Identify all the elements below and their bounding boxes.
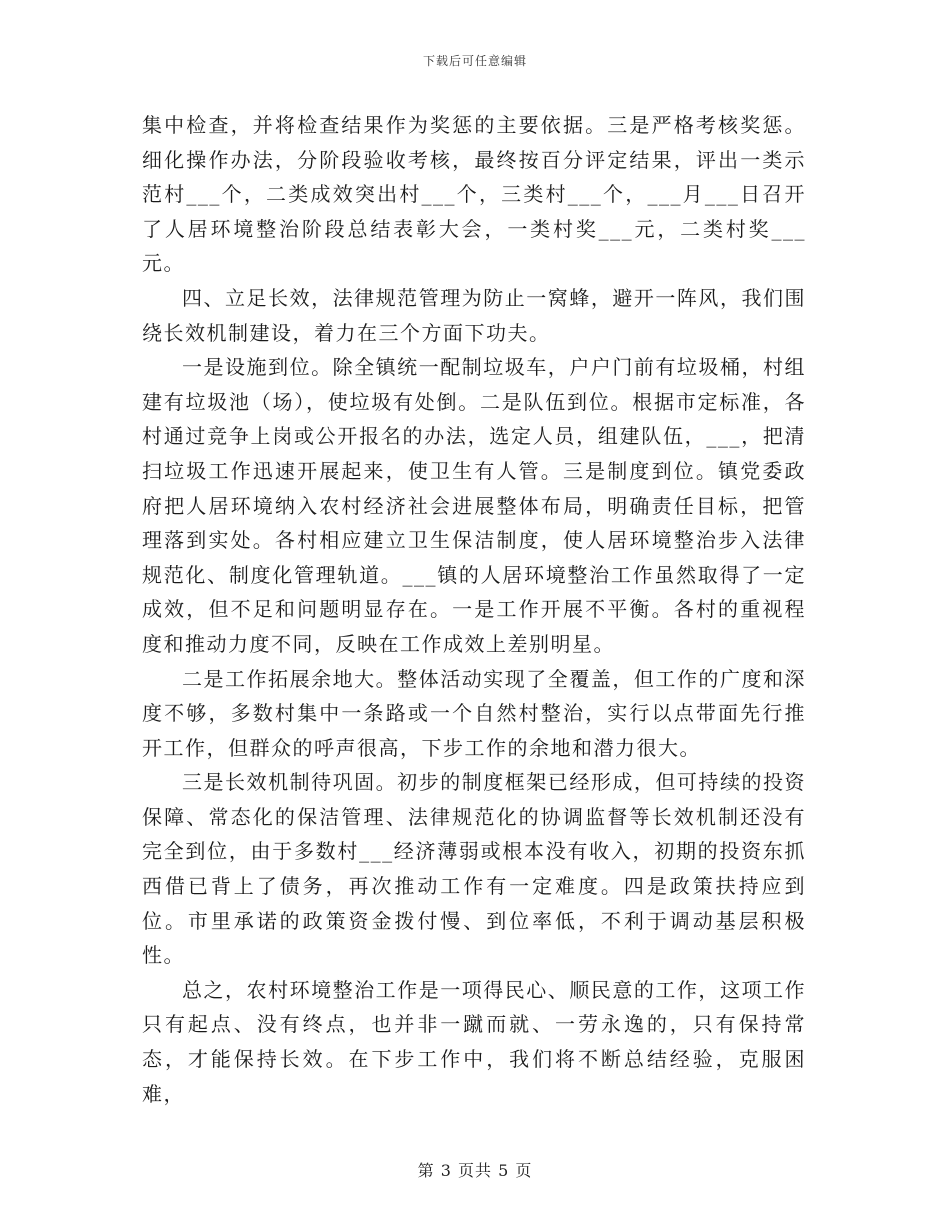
- document-body: [142, 108, 806, 1111]
- paragraph-2: 四、立足长效，法律规范管理为防止一窝蜂，避开一阵风，我们围绕长效机制建设，着力在三个方面下功夫。: [142, 285, 806, 345]
- paragraph-5: 三是长效机制待巩固。初步的制度框架已经形成，但可持续的投资保障、常态化的保洁管理、法律规范化的协调监督等长效机制还没有完全到位，由于多数村___经济薄弱或根本没有收入，初期的投资东抓西借已背上了债务，再次推动工作有一定难度。四是政策扶持应到位。市里承诺的政策资金拨付慢、到位率低，不利于调动基层积极性。: [142, 770, 806, 968]
- page-header: 下载后可任意编辑: [422, 54, 527, 68]
- page-number: 第 3 页共 5 页: [417, 1161, 533, 1180]
- paragraph-1: 集中检查，并将检查结果作为奖惩的主要依据。三是严格考核奖惩。细化操作办法，分阶段验收考核，最终按百分评定结果，评出一类示范村___个，二类成效突出村___个，三类村___个，___月___日召开了人居环境整治阶段总结表彰大会，一类村奖___元，二类村奖___元。: [142, 113, 806, 276]
- paragraph-6: 总之，农村环境整治工作是一项得民心、顺民意的工作，这项工作只有起点、没有终点，也并非一蹴而就、一劳永逸的，只有保持常态，才能保持长效。在下步工作中，我们将不断总结经验，克服困难，: [142, 977, 806, 1106]
- paragraph-4: 二是工作拓展余地大。整体活动实现了全覆盖，但工作的广度和深度不够，多数村集中一条路或一个自然村整治，实行以点带面先行推开工作，但群众的呼声很高，下步工作的余地和潜力很大。: [142, 666, 806, 760]
- paragraph-3: 一是设施到位。除全镇统一配制垃圾车，户户门前有垃圾桶，村组建有垃圾池（场），使垃圾有处倒。二是队伍到位。根据市定标准，各村通过竞争上岗或公开报名的办法，选定人员，组建队伍，___，把清扫垃圾工作迅速开展起来，使卫生有人管。三是制度到位。镇党委政府把人居环境纳入农村经济社会进展整体布局，明确责任目标，把管理落到实处。各村相应建立卫生保洁制度，使人居环境整治步入法律规范化、制度化管理轨道。___镇的人居环境整治工作虽然取得了一定成效，但不足和问题明显存在。一是工作开展不平衡。各村的重视程度和推动力度不同，反映在工作成效上差别明星。: [142, 355, 806, 656]
